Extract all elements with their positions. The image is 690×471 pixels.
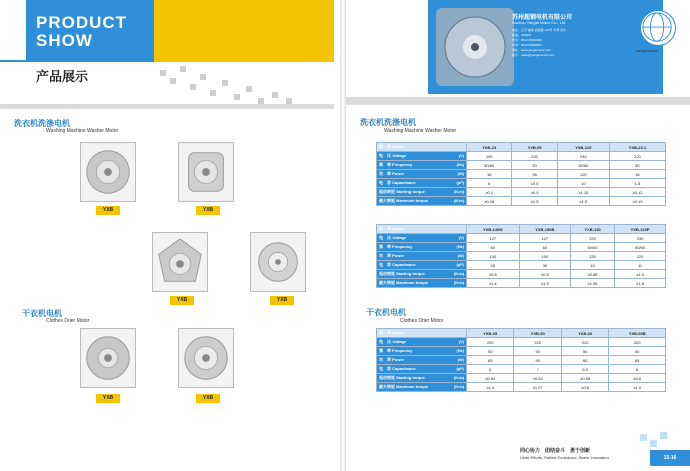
table-cell: 220 bbox=[571, 234, 615, 243]
table-cell: ≥1.5 bbox=[519, 279, 570, 288]
table-row bbox=[377, 383, 666, 392]
table-cell: 65 bbox=[609, 356, 666, 365]
row-label-cn: 电 压 bbox=[379, 339, 393, 344]
motor-label: YXB bbox=[270, 296, 294, 305]
table-cell: 6 bbox=[467, 179, 512, 188]
row-label-cn: 电 容 bbox=[379, 180, 393, 185]
table-cell: 127 bbox=[467, 234, 520, 243]
decorative-square bbox=[640, 434, 647, 441]
table-row bbox=[377, 188, 666, 197]
table-cell: ≥1.0 bbox=[615, 270, 666, 279]
table-cell: ≥0.58 bbox=[561, 374, 608, 383]
motor-label: YXB bbox=[170, 296, 194, 305]
table-cell: 65 bbox=[467, 356, 514, 365]
table-row bbox=[377, 356, 666, 365]
model-cell: YXB-65B bbox=[609, 329, 666, 338]
row-label bbox=[377, 383, 467, 392]
divider bbox=[0, 104, 334, 109]
contact-line: 地址：江苏 福建 高新路 123号 苏州 吴中 bbox=[512, 28, 567, 32]
row-label-unit: (Hz) bbox=[456, 162, 464, 167]
table-cell: 60 bbox=[467, 243, 520, 252]
page-number: 15-16 bbox=[650, 450, 690, 466]
table-row bbox=[377, 170, 666, 179]
motor-label: YXB bbox=[196, 394, 220, 403]
table-cell: 6 bbox=[609, 365, 666, 374]
row-label-unit: (V) bbox=[458, 339, 464, 344]
row-label bbox=[377, 234, 467, 243]
row-label-cn: 型 号 bbox=[379, 330, 393, 335]
section-title-washer: 洗衣机洗涤电机 bbox=[14, 119, 70, 128]
logo-label: yangaimotor bbox=[636, 48, 659, 53]
table-cell: 150 bbox=[519, 252, 570, 261]
decorative-squares bbox=[160, 62, 334, 106]
table-row bbox=[377, 179, 666, 188]
row-label-unit: (W) bbox=[457, 357, 464, 362]
row-label-en: Starting torque bbox=[396, 271, 425, 276]
table-cell: 18 bbox=[609, 170, 665, 179]
row-label bbox=[377, 261, 467, 270]
section-title-dryer: 干衣机电机 bbox=[366, 308, 406, 317]
contact-line: 电话：0512-65000000 bbox=[512, 38, 543, 42]
section-title-washer: 洗衣机洗涤电机 bbox=[360, 118, 416, 127]
table-cell: ≥1.0 bbox=[467, 383, 514, 392]
row-label-unit: (V) bbox=[458, 235, 464, 240]
row-label-unit: (N.m) bbox=[453, 198, 464, 203]
row-label-en: Model bbox=[392, 330, 404, 335]
table-cell: 60 bbox=[519, 243, 570, 252]
row-label bbox=[377, 252, 467, 261]
table-cell: 140 bbox=[467, 252, 520, 261]
table-cell: 50 bbox=[514, 347, 561, 356]
model-cell: YXB-90 bbox=[514, 329, 561, 338]
row-label-cn: 电 压 bbox=[379, 235, 393, 240]
table-cell: 230 bbox=[615, 234, 666, 243]
table-cell: 1.5 bbox=[609, 179, 665, 188]
table-cell: 120 bbox=[557, 170, 609, 179]
row-label-en: Voltage bbox=[392, 235, 407, 240]
table-row bbox=[377, 225, 666, 234]
motor-image bbox=[178, 328, 234, 388]
table-row bbox=[377, 270, 666, 279]
motor-label: YXB bbox=[196, 206, 220, 215]
row-label-unit: (N.m) bbox=[453, 280, 464, 285]
row-label-cn: 功 率 bbox=[379, 357, 393, 362]
row-label-en: Power bbox=[392, 357, 405, 362]
table-cell: ≥0.8 bbox=[561, 383, 608, 392]
spec-table-1 bbox=[376, 142, 666, 206]
row-label-cn: 最大转矩 bbox=[379, 384, 397, 389]
row-label-unit: (N.m) bbox=[453, 375, 464, 380]
model-cell: YXB-120 bbox=[557, 143, 609, 152]
model-cell: YXB-60 bbox=[561, 329, 608, 338]
table-cell: 6 bbox=[467, 365, 514, 374]
row-label bbox=[377, 356, 467, 365]
row-label-cn: 最大转矩 bbox=[379, 280, 397, 285]
model-cell: YXB-95 bbox=[512, 143, 557, 152]
table-cell: 220 bbox=[514, 338, 561, 347]
table-cell: 50 bbox=[512, 161, 557, 170]
row-label bbox=[377, 365, 467, 374]
row-label-en: Capacitance bbox=[392, 262, 416, 267]
table-row bbox=[377, 365, 666, 374]
table-row bbox=[377, 279, 666, 288]
table-cell: ≥1.07 bbox=[514, 383, 561, 392]
model-cell: YXB-65 bbox=[467, 329, 514, 338]
row-label bbox=[377, 197, 467, 206]
table-cell: 130 bbox=[571, 252, 615, 261]
contact-line: 邮件：sales@yangaimotor.com bbox=[512, 53, 554, 57]
row-label-unit: (W) bbox=[457, 171, 464, 176]
row-label-en: Maximum torque bbox=[396, 198, 429, 203]
row-label-en: Power bbox=[392, 171, 405, 176]
left-page bbox=[0, 0, 340, 471]
table-cell: ≥0.1 bbox=[467, 188, 512, 197]
table-cell: 220 bbox=[609, 338, 666, 347]
motor-image bbox=[250, 232, 306, 292]
motor-image bbox=[152, 232, 208, 292]
table-row bbox=[377, 338, 666, 347]
motor-image bbox=[80, 142, 136, 202]
table-row bbox=[377, 243, 666, 252]
spec-table-2 bbox=[376, 224, 666, 288]
row-label bbox=[377, 279, 467, 288]
table-cell: ≥1.0 bbox=[609, 383, 666, 392]
contact-line: 邮编：215000 bbox=[512, 33, 532, 37]
table-cell: ≥1.55 bbox=[571, 279, 615, 288]
row-label-unit: (N.m) bbox=[453, 384, 464, 389]
row-label-unit: (V) bbox=[458, 153, 464, 158]
table-cell: 95 bbox=[512, 170, 557, 179]
globe-logo-icon bbox=[640, 10, 676, 46]
row-label-unit: (Hz) bbox=[456, 244, 464, 249]
banner-title-line1: PRODUCT bbox=[36, 13, 128, 32]
table-cell: ≥0.12 bbox=[609, 188, 665, 197]
table-cell: 220 bbox=[467, 338, 514, 347]
table-cell: 18 bbox=[467, 170, 512, 179]
banner-title-line2: SHOW bbox=[36, 31, 93, 50]
table-row bbox=[377, 234, 666, 243]
company-name-en: Suzhou Yangai Motor Co., Ltd. bbox=[512, 20, 567, 25]
table-cell: 10.5 bbox=[512, 179, 557, 188]
row-label-en: Frequency bbox=[392, 244, 413, 249]
row-label-unit: (Hz) bbox=[456, 348, 464, 353]
row-label bbox=[377, 270, 467, 279]
table-cell: 220 bbox=[561, 338, 608, 347]
row-label-en: Model bbox=[392, 144, 404, 149]
company-name-cn: 苏州超钢电机有限公司 bbox=[512, 14, 573, 21]
table-cell: 120 bbox=[615, 252, 666, 261]
table-cell: 220 bbox=[609, 152, 665, 161]
contact-line: 网址：www.yangaimotor.com bbox=[512, 48, 552, 52]
row-label-unit: (W) bbox=[457, 253, 464, 258]
table-row bbox=[377, 161, 666, 170]
table-row bbox=[377, 374, 666, 383]
table-cell: 90 bbox=[514, 356, 561, 365]
spec-table-3 bbox=[376, 328, 666, 392]
table-cell: 50/60 bbox=[571, 243, 615, 252]
row-label-cn: 起动转矩 bbox=[379, 189, 397, 194]
divider bbox=[346, 97, 690, 105]
row-label-en: Capacitance bbox=[392, 180, 416, 185]
table-cell: ≥0.85 bbox=[571, 270, 615, 279]
motor-image bbox=[80, 328, 136, 388]
row-label bbox=[377, 179, 467, 188]
table-cell: 30 bbox=[519, 261, 570, 270]
company-contact bbox=[512, 28, 612, 58]
page-title: 产品展示 bbox=[36, 70, 89, 85]
table-cell: ≥1.5 bbox=[512, 197, 557, 206]
row-label-unit: (N.m) bbox=[453, 271, 464, 276]
row-label-cn: 电 容 bbox=[379, 262, 393, 267]
motor-photo bbox=[436, 8, 514, 86]
row-label-cn: 频 率 bbox=[379, 244, 393, 249]
table-cell: 60 bbox=[561, 356, 608, 365]
table-cell: 5.5 bbox=[561, 365, 608, 374]
row-label-unit: (μF) bbox=[456, 262, 464, 267]
table-cell: 10 bbox=[571, 261, 615, 270]
model-cell: YXB-23 bbox=[467, 143, 512, 152]
table-cell: 50 bbox=[609, 347, 666, 356]
table-cell: 7 bbox=[514, 365, 561, 374]
model-cell: YXB-120P bbox=[615, 225, 666, 234]
table-cell: ≥0.64 bbox=[514, 374, 561, 383]
model-cell: YXB-150B bbox=[519, 225, 570, 234]
table-cell: ≥0.8 bbox=[467, 270, 520, 279]
table-cell: 50 bbox=[561, 347, 608, 356]
table-cell: 50 bbox=[467, 347, 514, 356]
row-label-cn: 频 率 bbox=[379, 162, 393, 167]
row-label-cn: 起动转矩 bbox=[379, 375, 397, 380]
table-cell: ≥1.15 bbox=[557, 188, 609, 197]
row-label-unit: (μF) bbox=[456, 366, 464, 371]
row-label-cn: 电 容 bbox=[379, 366, 393, 371]
table-cell: 50/60 bbox=[557, 161, 609, 170]
row-label bbox=[377, 374, 467, 383]
row-label bbox=[377, 170, 467, 179]
table-cell: ≥1.5 bbox=[557, 197, 609, 206]
row-label-en: Model bbox=[392, 226, 404, 231]
row-label-en: Maximum torque bbox=[396, 280, 429, 285]
row-label-cn: 最大转矩 bbox=[379, 198, 397, 203]
motor-image bbox=[178, 142, 234, 202]
row-label-en: Starting torque bbox=[396, 375, 425, 380]
row-label-cn: 频 率 bbox=[379, 348, 393, 353]
row-label bbox=[377, 225, 467, 234]
contact-line: 传真：0512-65000001 bbox=[512, 43, 543, 47]
table-cell: 240 bbox=[557, 152, 609, 161]
row-label bbox=[377, 347, 467, 356]
row-label-cn: 电 压 bbox=[379, 153, 393, 158]
table-cell: ≥0.6 bbox=[609, 374, 666, 383]
row-label-unit: (μF) bbox=[456, 180, 464, 185]
table-row bbox=[377, 252, 666, 261]
footer-slogan-en: Unite Efforts, Rallied Endeavour, Brave Innovation bbox=[520, 455, 609, 460]
decorative-square bbox=[650, 440, 657, 447]
row-label-en: Voltage bbox=[392, 339, 407, 344]
section-subtitle-washer: Washing Machine Washer Motor bbox=[46, 128, 119, 134]
row-label bbox=[377, 152, 467, 161]
table-row bbox=[377, 197, 666, 206]
row-label-en: Starting torque bbox=[396, 189, 425, 194]
table-cell: ≥0.19 bbox=[609, 197, 665, 206]
table-row bbox=[377, 152, 666, 161]
table-row bbox=[377, 347, 666, 356]
divider bbox=[0, 60, 26, 62]
row-label-cn: 起动转矩 bbox=[379, 271, 397, 276]
row-label-en: Frequency bbox=[392, 162, 413, 167]
row-label-en: Maximum torque bbox=[396, 384, 429, 389]
decorative-square bbox=[660, 432, 667, 439]
table-row bbox=[377, 143, 666, 152]
row-label bbox=[377, 161, 467, 170]
row-label-en: Capacitance bbox=[392, 366, 416, 371]
table-cell: ≥0.64 bbox=[467, 374, 514, 383]
table-row bbox=[377, 261, 666, 270]
row-label-cn: 功 率 bbox=[379, 171, 393, 176]
row-label-cn: 型 号 bbox=[379, 226, 393, 231]
row-label-unit: (N.m) bbox=[453, 189, 464, 194]
row-label-en: Voltage bbox=[392, 153, 407, 158]
motor-label: YXB bbox=[96, 206, 120, 215]
row-label bbox=[377, 329, 467, 338]
banner-title bbox=[36, 14, 127, 50]
row-label-en: Power bbox=[392, 253, 405, 258]
row-label bbox=[377, 243, 467, 252]
table-cell: 11 bbox=[615, 261, 666, 270]
section-title-dryer: 干衣机电机 bbox=[22, 309, 62, 318]
table-cell: 50/60 bbox=[615, 243, 666, 252]
table-cell: ≥0.8 bbox=[519, 270, 570, 279]
table-cell: 10 bbox=[557, 179, 609, 188]
model-cell: YXB-130 bbox=[571, 225, 615, 234]
footer-slogan-cn: 同心协力 团结奋斗 勇于创新 bbox=[520, 448, 591, 454]
table-cell: ≥0.18 bbox=[467, 197, 512, 206]
row-label-cn: 功 率 bbox=[379, 253, 393, 258]
table-cell: 100 bbox=[467, 152, 512, 161]
table-cell: ≥1.4 bbox=[467, 279, 520, 288]
motor-label: YXB bbox=[96, 394, 120, 403]
row-label bbox=[377, 188, 467, 197]
row-label bbox=[377, 143, 467, 152]
table-cell: 50 bbox=[609, 161, 665, 170]
table-row bbox=[377, 329, 666, 338]
model-cell: YXB-23-1 bbox=[609, 143, 665, 152]
section-subtitle-dryer: Clothes Drier Motor bbox=[400, 318, 444, 324]
row-label-cn: 型 号 bbox=[379, 144, 393, 149]
table-cell: 50/60 bbox=[467, 161, 512, 170]
table-cell: ≥0.9 bbox=[512, 188, 557, 197]
table-cell: ≥1.8 bbox=[615, 279, 666, 288]
row-label bbox=[377, 338, 467, 347]
row-label-en: Frequency bbox=[392, 348, 413, 353]
section-subtitle-washer: Washing Machine Washer Motor bbox=[384, 128, 457, 134]
table-cell: 28 bbox=[467, 261, 520, 270]
section-subtitle-dryer: Clothes Drier Motor bbox=[46, 318, 90, 324]
table-cell: 127 bbox=[519, 234, 570, 243]
table-cell: 220 bbox=[512, 152, 557, 161]
model-cell: YXB-140M bbox=[467, 225, 520, 234]
